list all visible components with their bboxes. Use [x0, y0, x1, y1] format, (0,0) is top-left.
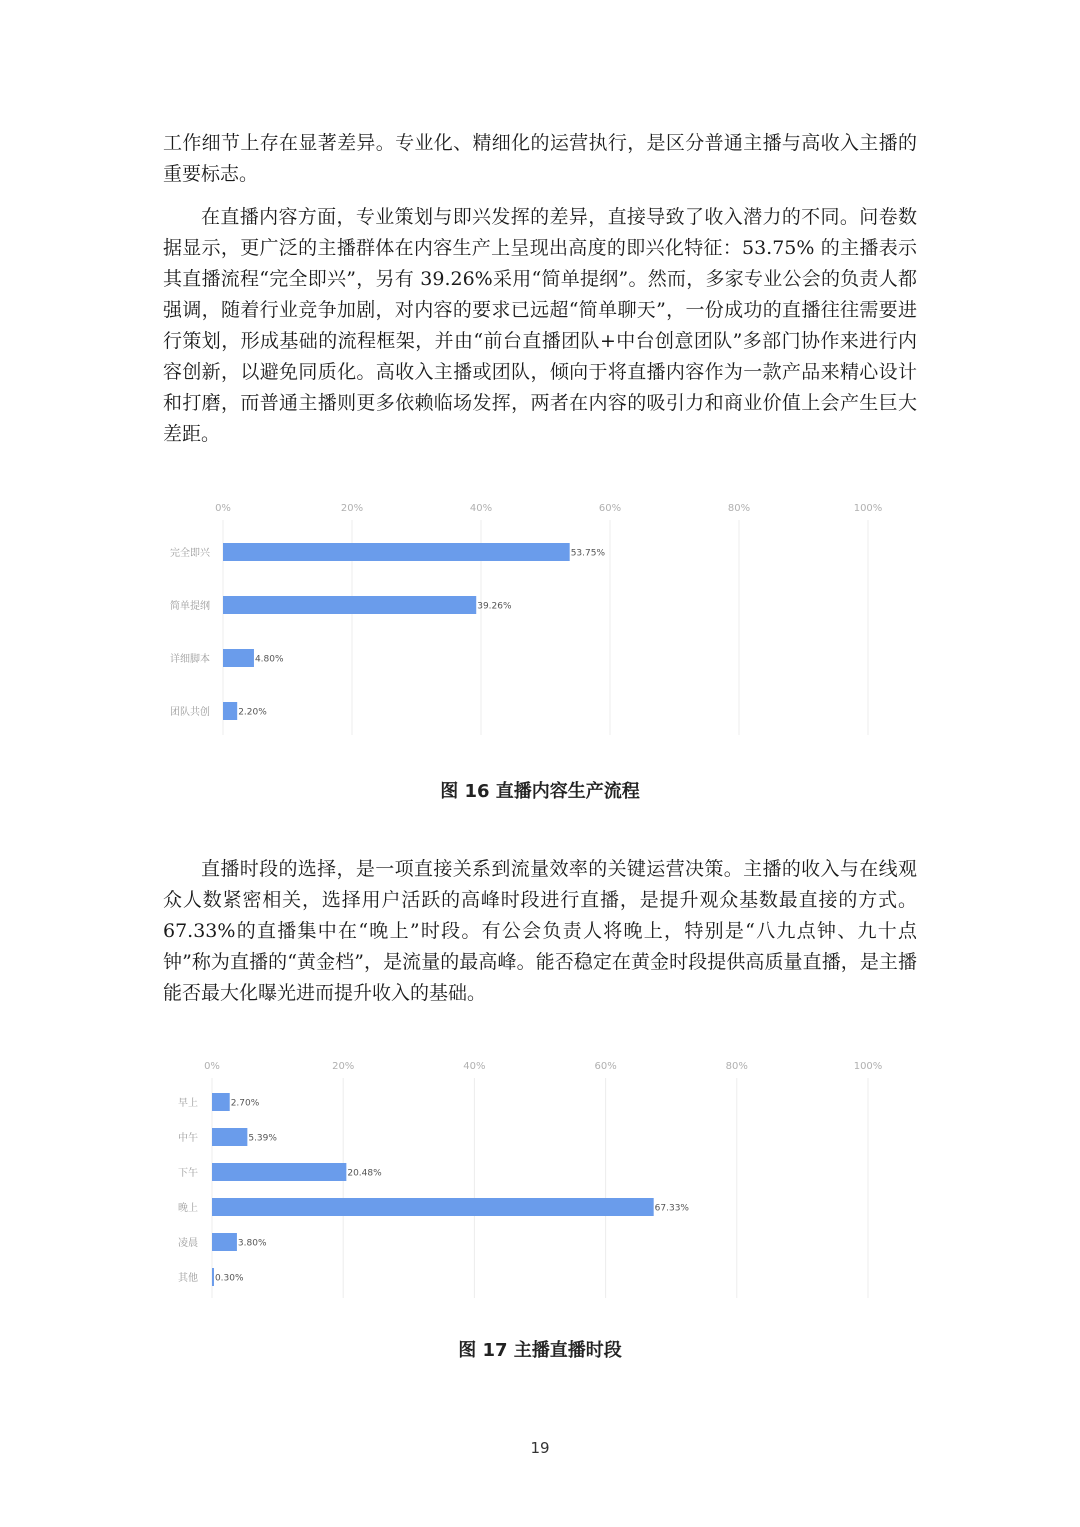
bar-value-label: 20.48% [347, 1168, 382, 1179]
bar-value-label: 39.26% [477, 601, 512, 612]
x-tick-label: 20% [332, 1061, 355, 1072]
x-tick-label: 80% [725, 1061, 748, 1072]
bar-value-label: 5.39% [248, 1133, 277, 1144]
bar [212, 1163, 346, 1181]
x-tick-label: 0% [215, 503, 231, 514]
bar-value-label: 2.70% [230, 1098, 260, 1109]
category-label: 早上 [178, 1098, 198, 1109]
bar [223, 702, 237, 720]
category-label: 详细脚本 [170, 654, 210, 665]
figure-17-caption: 图 17 主播直播时段 [458, 1340, 622, 1361]
bar [212, 1198, 654, 1216]
chart-content-production [0, 490, 1080, 740]
figure-16-caption: 图 16 直播内容生产流程 [440, 781, 640, 802]
category-label: 凌晨 [178, 1238, 198, 1249]
bar [223, 543, 570, 561]
paragraph-1: 工作细节上存在显著差异。专业化、精细化的运营执行，是区分普通主播与高收入主播的重要标志。 [163, 132, 917, 185]
x-tick-label: 0% [204, 1061, 220, 1072]
bar-value-label: 2.20% [238, 707, 267, 718]
category-label: 其他 [178, 1273, 198, 1284]
bar [212, 1093, 230, 1111]
bar-value-label: 0.30% [214, 1273, 244, 1284]
bar [212, 1233, 237, 1251]
paragraph-2: 在直播内容方面，专业策划与即兴发挥的差异，直接导致了收入潜力的不同。问卷数据显示，更广泛的主播群体在内容生产上呈现出高度的即兴化特征：53.75% 的主播表示其直播流程“完全即兴”，另有 39.26%采用“简单提纲”。然而，多家专业公会的负责人都强调，随着行业竞争加剧，对内容的要求已远超“简单聊天”，一份成功的直播往往需要进行策划，形成基础的流程框架，并由“前台直播团队+中台创意团队”多部门协作来进行内容创新，以避免同质化。高收入主播或团队，倾向于将直播内容作为一款产品来精心设计和打磨，而普通主播则更多依赖临场发挥，两者在内容的吸引力和商业价值上会产生巨大差距。 [163, 206, 917, 445]
category-label: 简单提纲 [170, 601, 210, 612]
bar [212, 1268, 214, 1286]
page-number: 19 [530, 1439, 550, 1457]
bar-value-label: 4.80% [254, 654, 284, 665]
x-tick-label: 100% [853, 1061, 883, 1072]
x-tick-label: 60% [598, 503, 622, 514]
chart-live-time-slots [0, 1050, 1080, 1300]
bar-value-label: 3.80% [237, 1238, 267, 1249]
bar-value-label: 67.33% [654, 1203, 690, 1214]
category-label: 晚上 [178, 1203, 198, 1214]
bar [223, 649, 254, 667]
category-label: 完全即兴 [170, 548, 210, 559]
bar [212, 1128, 247, 1146]
paragraph-3: 直播时段的选择，是一项直接关系到流量效率的关键运营决策。主播的收入与在线观众人数紧密相关，选择用户活跃的高峰时段进行直播，是提升观众基数最直接的方式。67.33%的直播集中在“晚上”时段。有公会负责人将晚上，特别是“八九点钟、九十点钟”称为直播的“黄金档”，是流量的最高峰。能否稳定在黄金时段提供高质量直播，是主播能否最大化曝光进而提升收入的基础。 [163, 858, 917, 1004]
bar-value-label: 53.75% [570, 548, 606, 559]
x-tick-label: 20% [340, 503, 364, 514]
category-label: 下午 [178, 1168, 198, 1179]
category-label: 中午 [178, 1133, 198, 1144]
x-tick-label: 40% [463, 1061, 486, 1072]
x-tick-label: 100% [853, 503, 883, 514]
x-tick-label: 80% [727, 503, 751, 514]
bar [223, 596, 476, 614]
x-tick-label: 60% [594, 1061, 617, 1072]
category-label: 团队共创 [170, 707, 210, 718]
x-tick-label: 40% [469, 503, 493, 514]
